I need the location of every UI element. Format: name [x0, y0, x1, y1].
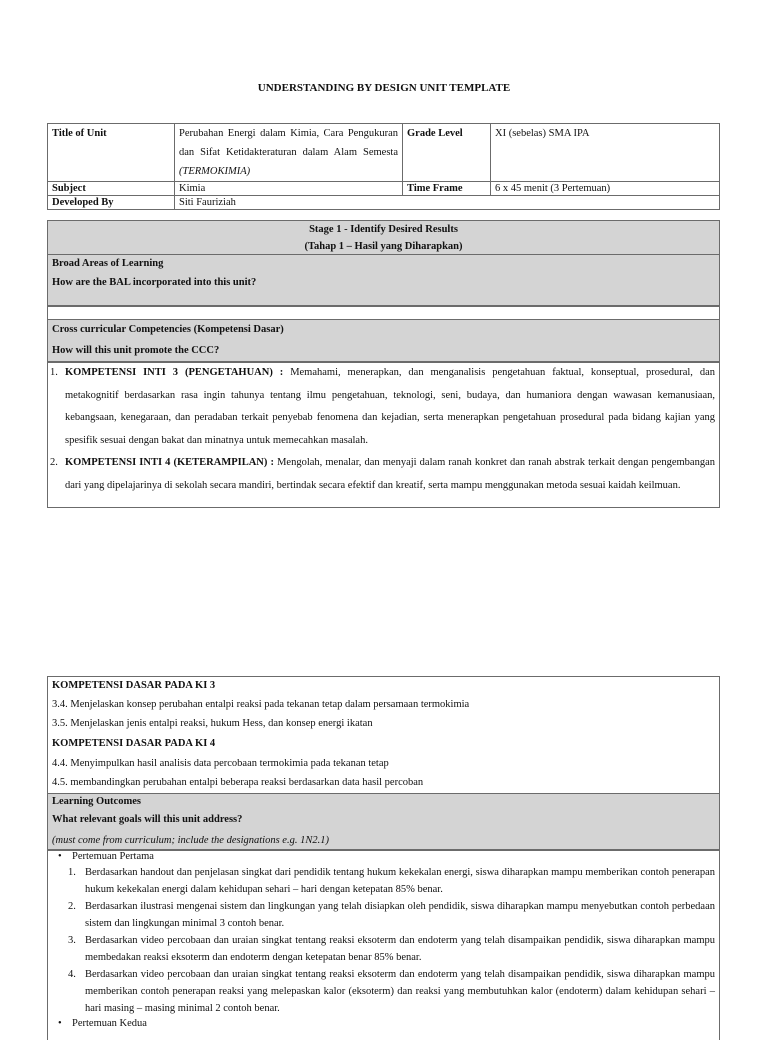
- stage1-header: [47, 220, 720, 256]
- kd-item: 3.4. Menjelaskan konsep perubahan entalpi reaksi pada tekanan tetap dalam persamaan termokimia: [52, 699, 470, 710]
- title-of-unit-value: Perubahan Energi dalam Kimia, Cara Pengukuran dan Sifat Ketidakteraturan dalam Alam Semesta (TERMOKIMIA): [175, 124, 403, 182]
- subject-value: Kimia: [175, 182, 403, 196]
- time-frame-label: Time Frame: [403, 182, 491, 196]
- stage1-heading-id: (Tahap 1 – Hasil yang Diharapkan): [304, 241, 463, 252]
- bal-question: How are the BAL incorporated into this unit?: [52, 277, 257, 288]
- bal-title: Broad Areas of Learning: [52, 258, 164, 269]
- kd-item: 4.5. membandingkan perubahan entalpi beberapa reaksi berdasarkan data hasil percoban: [52, 777, 424, 788]
- ki-item: 2. KOMPETENSI INTI 4 (KETERAMPILAN) : Mengolah, menalar, dan menyaji dalam ranah konkret dan ranah abstrak terkait dengan pengembangan dari yang dipelajarinya di sekolah secara mandiri, bertindak secara efektif dan kreatif, serta mampu menggunakan metoda sesuai kaidah keilmuan.: [50, 457, 715, 491]
- bal-section: [47, 254, 720, 307]
- lo-item: 1. Berdasarkan handout dan penjelasan singkat dari pendidik tentang hukum kekekalan energi, siswa diharapkan mampu memberikan contoh penerapan hukum kekekalan energi dalam kehidupan sehari – hari dengan ketepatan 85% benar.: [68, 867, 715, 895]
- ccc-section: [47, 319, 720, 363]
- document-title: UNDERSTANDING BY DESIGN UNIT TEMPLATE: [257, 82, 511, 94]
- meeting-1: • Pertemuan Pertama: [58, 851, 154, 862]
- kd-item: 4.4. Menyimpulkan hasil analisis data percobaan termokimia pada tekanan tetap: [52, 758, 389, 769]
- lo-list: [48, 864, 719, 1017]
- kd-ki3-heading: KOMPETENSI DASAR PADA KI 3: [52, 680, 216, 691]
- bullet-icon: •: [58, 851, 62, 862]
- meeting-2: • Pertemuan Kedua: [58, 1018, 147, 1029]
- grade-level-label: Grade Level: [403, 124, 491, 182]
- bullet-icon: •: [58, 1018, 62, 1029]
- developed-by-label: Developed By: [48, 196, 175, 210]
- lo-item: 3. Berdasarkan video percobaan dan uraian singkat tentang reaksi eksoterm dan endoterm yang telah disampaikan pendidik, siswa diharapkan mampu membedakan reaksi eksoterm dan endoterm dengan ketepatan benar 85% benar.: [68, 935, 715, 963]
- lo-content: [47, 849, 720, 1040]
- title-of-unit-italic: (TERMOKIMIA): [179, 166, 251, 177]
- ccc-question: How will this unit promote the CCC?: [52, 345, 220, 356]
- unit-info-table: [47, 123, 720, 210]
- developed-by-value: Siti Fauriziah: [175, 196, 720, 210]
- lo-title: Learning Outcomes: [52, 796, 141, 807]
- ki-item: 1. KOMPETENSI INTI 3 (PENGETAHUAN) : Memahami, menerapkan, dan menganalisis pengetahuan faktual, konseptual, prosedural, dan metakognitif berdasarkan rasa ingin tahunya tentang ilmu pengetahuan, teknologi, seni, budaya, dan humaniora dengan wawasan kemanusiaan, kebangsaan, kenegaraan, dan peradaban terkait penyebab fenomena dan kejadian, serta menerapkan pengetahuan prosedural pada bidang kajian yang spesifik sesuai dengan bakat dan minatnya untuk memecahkan masalah.: [50, 367, 715, 446]
- ki-list-box: [47, 361, 720, 508]
- learning-outcomes-header: [47, 793, 720, 851]
- ccc-title: Cross curricular Competencies (Kompetensi Dasar): [52, 324, 284, 335]
- subject-label: Subject: [48, 182, 175, 196]
- ki-list: [48, 362, 719, 497]
- lo-note: (must come from curriculum; include the designations e.g. 1N2.1): [52, 835, 329, 846]
- lo-item: 4. Berdasarkan video percobaan dan uraian singkat tentang reaksi eksoterm dan endoterm yang telah disampaikan pendidik, siswa diharapkan mampu memberikan contoh penerapan reaksi yang melepaskan kalor (eksoterm) dan reaksi yang membutuhkan kalor (endoterm) dalam kehidupan sehari – hari masing – masing minimal 2 contoh benar.: [68, 969, 715, 1014]
- title-of-unit-label: Title of Unit: [48, 124, 175, 182]
- lo-question: What relevant goals will this unit address?: [52, 814, 243, 825]
- kd-ki4-heading: KOMPETENSI DASAR PADA KI 4: [52, 738, 216, 749]
- stage1-heading-en: Stage 1 - Identify Desired Results: [309, 224, 458, 235]
- time-frame-value: 6 x 45 menit (3 Pertemuan): [491, 182, 720, 196]
- lo-item: 2. Berdasarkan ilustrasi mengenai sistem dan lingkungan yang telah disiapkan oleh pendidik, siswa diharapkan mampu menyebutkan contoh perbedaan sistem dan lingkungan minimal 3 contoh benar.: [68, 901, 715, 929]
- grade-level-value: XI (sebelas) SMA IPA: [491, 124, 720, 182]
- kd-section: [47, 676, 720, 795]
- kd-item: 3.5. Menjelaskan jenis entalpi reaksi, hukum Hess, dan konsep energi ikatan: [52, 718, 373, 729]
